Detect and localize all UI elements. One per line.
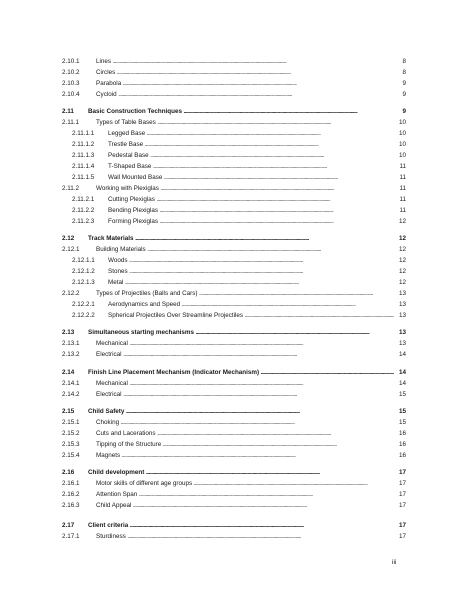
toc-entry-leader: [96, 532, 394, 541]
toc-entry-leader: [108, 173, 394, 182]
toc-entry-page: 12: [398, 246, 406, 253]
toc-entry-title: Aerodynamics and Speed: [108, 301, 181, 308]
toc-entry-leader: [108, 162, 394, 171]
toc-entry-page: 13: [398, 301, 406, 308]
toc-entry-number: 2.11.1.3: [72, 152, 95, 159]
toc-entry[interactable]: [72, 162, 406, 171]
toc-entry-leader: [88, 521, 394, 530]
toc-entry-title: Working with Plexiglas: [96, 185, 159, 192]
toc-entry-title: Circles: [96, 69, 116, 76]
toc-entry-leader: [96, 451, 394, 460]
toc-entry-page: 11: [399, 196, 406, 203]
toc-entry-title: Sturdiness: [96, 533, 126, 540]
toc-entry-title: Mechanical: [96, 340, 128, 347]
toc-entry-title: Spherical Projectiles Over Streamline Projectiles: [108, 312, 244, 319]
toc-entry-page: 8: [402, 58, 406, 65]
toc-entry[interactable]: [62, 440, 406, 449]
toc-entry-number: 2.10.3: [62, 80, 80, 87]
toc-entry-leader: [108, 256, 394, 265]
toc-entry-title: Woods: [108, 257, 128, 264]
toc-entry-number: 2.11.1.1: [72, 130, 95, 137]
toc-entry-title: Forming Plexiglas: [108, 218, 159, 225]
toc-entry[interactable]: [62, 118, 406, 127]
toc-entry[interactable]: [72, 267, 406, 276]
toc-entry-leader: [88, 234, 394, 243]
toc-entry-page: 12: [398, 268, 406, 275]
toc-entry-number: 2.10.1: [62, 58, 80, 65]
toc-entry-number: 2.17: [62, 522, 75, 529]
page-number: iii: [392, 559, 397, 566]
toc-entry-leader: [96, 429, 394, 438]
toc-entry-title: Bending Plexiglas: [108, 207, 159, 214]
toc-entry-title: Cuts and Lacerations: [96, 430, 156, 437]
toc-entry-leader: [96, 118, 394, 127]
toc-entry-page: 15: [398, 391, 406, 398]
toc-entry-number: 2.12.2: [62, 290, 80, 297]
toc-entry-leader: [108, 217, 394, 226]
toc-entry-title: Legged Base: [108, 130, 146, 137]
toc-entry[interactable]: [72, 173, 406, 182]
toc-entry-number: 2.12.2.2: [72, 312, 95, 319]
toc-entry-title: Parabola: [96, 80, 122, 87]
toc-entry-page: 17: [398, 502, 406, 509]
toc-entry-leader: [96, 479, 394, 488]
toc-entry-leader: [108, 206, 394, 215]
toc-entry-number: 2.15: [62, 408, 75, 415]
toc-entry-number: 2.11.1.4: [72, 163, 95, 170]
toc-entry-title: Cutting Plexiglas: [108, 196, 155, 203]
toc-entry-page: 17: [398, 480, 406, 487]
toc-entry-page: 11: [399, 174, 406, 181]
toc-entry-number: 2.13.2: [62, 351, 80, 358]
toc-entry-number: 2.13: [62, 329, 75, 336]
toc-entry[interactable]: [72, 129, 406, 138]
toc-entry[interactable]: [72, 140, 406, 149]
toc-entry-leader: [88, 407, 394, 416]
toc-entry-leader: [96, 418, 394, 427]
toc-entry-page: 9: [402, 108, 406, 115]
toc-entry-page: 9: [402, 91, 406, 98]
toc-entry-number: 2.15.1: [62, 419, 80, 426]
toc-entry[interactable]: [62, 532, 406, 541]
toc-entry-number: 2.10.2: [62, 69, 80, 76]
toc-entry-number: 2.15.4: [62, 452, 80, 459]
toc-entry[interactable]: [62, 339, 406, 348]
toc-entry-page: 15: [398, 419, 406, 426]
toc-entry[interactable]: [62, 490, 406, 499]
toc-entry-page: 15: [398, 408, 406, 415]
toc-entry-title: Attention Span: [96, 491, 138, 498]
toc-entry-number: 2.16.1: [62, 480, 80, 487]
toc-entry-page: 17: [398, 522, 406, 529]
toc-entry-title: Electrical: [96, 351, 122, 358]
toc-entry-leader: [96, 390, 394, 399]
toc-entry[interactable]: [62, 245, 406, 254]
toc-entry-title: Client criteria: [88, 522, 129, 529]
toc-entry-page: 10: [398, 141, 406, 148]
toc-entry-title: Metal: [108, 279, 124, 286]
toc-entry-number: 2.10.4: [62, 91, 80, 98]
toc-entry-leader: [96, 289, 394, 298]
toc-entry-page: 17: [398, 491, 406, 498]
toc-entry-leader: [96, 79, 394, 88]
toc-entry-leader: [96, 68, 394, 77]
toc-entry[interactable]: [62, 350, 406, 359]
toc-entry-leader: [88, 468, 394, 477]
toc-entry-number: 2.11.2.1: [72, 196, 95, 203]
toc-entry[interactable]: [62, 289, 406, 298]
toc-entry-leader: [108, 267, 394, 276]
toc-entry-page: 14: [398, 369, 406, 376]
toc-entry-page: 13: [398, 290, 406, 297]
toc-entry-title: Simultaneous starting mechanisms: [88, 329, 195, 336]
toc-entry-page: 14: [398, 380, 406, 387]
toc-entry-title: Choking: [96, 419, 120, 426]
toc-entry-title: Motor skills of different age groups: [96, 480, 193, 487]
toc-entry-page: 17: [398, 469, 406, 476]
toc-entry-title: Child development: [88, 469, 145, 476]
toc-entry-title: Magnets: [96, 452, 121, 459]
toc-entry-title: Pedestal Base: [108, 152, 149, 159]
toc-entry-title: Trestle Base: [108, 141, 144, 148]
toc-entry[interactable]: [72, 217, 406, 226]
toc-entry-page: 12: [398, 257, 406, 264]
toc-entry-page: 11: [399, 185, 406, 192]
toc-entry-page: 12: [398, 279, 406, 286]
toc-entry-title: Cycloid: [96, 91, 117, 98]
toc-entry[interactable]: [62, 328, 406, 337]
toc-entry-number: 2.11.1: [62, 119, 80, 126]
toc-entry-number: 2.16: [62, 469, 75, 476]
toc-entry-page: 12: [398, 235, 406, 242]
toc-entry[interactable]: [72, 300, 406, 309]
toc-entry-title: Track Materials: [88, 235, 134, 242]
toc-entry-leader: [108, 129, 394, 138]
toc-entry-leader: [96, 245, 394, 254]
toc-entry-title: Wall Mounted Base: [108, 174, 163, 181]
toc-entry-page: 10: [398, 119, 406, 126]
toc-entry[interactable]: [62, 429, 406, 438]
toc-entry-page: 14: [398, 351, 406, 358]
toc-entry-number: 2.12: [62, 235, 75, 242]
toc-entry-number: 2.11.2.2: [72, 207, 95, 214]
toc-entry-leader: [108, 278, 394, 287]
toc-entry[interactable]: [72, 256, 406, 265]
toc-entry[interactable]: [72, 311, 406, 320]
toc-entry-page: 13: [398, 340, 406, 347]
toc-entry-leader: [96, 57, 394, 66]
toc-entry-title: Electrical: [96, 391, 122, 398]
toc-entry-page: 13: [398, 312, 406, 319]
toc-entry-number: 2.14.1: [62, 380, 80, 387]
toc-entry-leader: [96, 490, 394, 499]
toc-entry-page: 9: [402, 80, 406, 87]
toc-entry[interactable]: [62, 379, 406, 388]
toc-entry-leader: [96, 440, 394, 449]
toc-entry-leader: [108, 195, 394, 204]
toc-entry-number: 2.15.2: [62, 430, 80, 437]
toc-entry-number: 2.11: [62, 108, 74, 115]
toc-entry[interactable]: [72, 278, 406, 287]
toc-entry[interactable]: [72, 151, 406, 160]
toc-entry-title: Finish Line Placement Mechanism (Indicator Mechanism): [88, 369, 260, 376]
toc-entry-title: Basic Construction Techniques: [88, 108, 183, 115]
toc-entry-page: 11: [399, 163, 406, 170]
toc-entry[interactable]: [62, 107, 406, 116]
toc-entry-number: 2.11.2.3: [72, 218, 95, 225]
toc-entry[interactable]: [62, 390, 406, 399]
toc-entry-title: Stones: [108, 268, 128, 275]
toc-entry-title: Lines: [96, 58, 112, 65]
toc-entry-leader: [96, 90, 394, 99]
toc-entry-number: 2.11.2: [62, 185, 80, 192]
toc-entry-number: 2.12.1.1: [72, 257, 95, 264]
toc-entry-number: 2.11.1.2: [72, 141, 95, 148]
toc-entry[interactable]: [62, 521, 406, 530]
toc-entry-page: 11: [399, 207, 406, 214]
toc-entry-number: 2.12.1.2: [72, 268, 95, 275]
toc-entry[interactable]: [62, 501, 406, 510]
toc-entry[interactable]: [72, 195, 406, 204]
toc-entry-title: Child Appeal: [96, 502, 132, 509]
toc-entry-title: T-Shaped Base: [108, 163, 152, 170]
toc-entry-title: Building Materials: [96, 246, 146, 253]
toc-entry-leader: [88, 107, 394, 116]
toc-entry-page: 12: [398, 218, 406, 225]
toc-entry[interactable]: [62, 184, 406, 193]
toc-entry-number: 2.14: [62, 369, 75, 376]
toc-entry-leader: [96, 350, 394, 359]
toc-entry-leader: [96, 339, 394, 348]
toc-entry-title: Tipping of the Structure: [96, 441, 162, 448]
toc-entry[interactable]: [62, 407, 406, 416]
toc-entry[interactable]: [62, 79, 406, 88]
toc-entry[interactable]: [72, 206, 406, 215]
toc-entry-number: 2.12.2.1: [72, 301, 95, 308]
toc-entry[interactable]: [62, 234, 406, 243]
toc-entry-title: Mechanical: [96, 380, 128, 387]
toc-entry-number: 2.16.2: [62, 491, 80, 498]
toc-entry-leader: [88, 368, 394, 377]
toc-entry-page: 8: [402, 69, 406, 76]
toc-entry-number: 2.15.3: [62, 441, 80, 448]
toc-entry-number: 2.13.1: [62, 340, 80, 347]
toc-entry-leader: [88, 328, 394, 337]
toc-entry[interactable]: [62, 418, 406, 427]
toc-entry-page: 16: [398, 441, 406, 448]
toc-entry-number: 2.16.3: [62, 502, 80, 509]
toc-entry-page: 10: [398, 152, 406, 159]
toc-entry[interactable]: [62, 57, 406, 66]
toc-entry-leader: [96, 184, 394, 193]
toc-entry-title: Types of Table Bases: [96, 119, 156, 126]
toc-entry[interactable]: [62, 479, 406, 488]
toc-entry[interactable]: [62, 68, 406, 77]
toc-entry-title: Types of Projectiles (Balls and Cars): [96, 290, 198, 297]
toc-entry-leader: [108, 311, 394, 320]
toc-entry[interactable]: [62, 368, 406, 377]
toc-entry-leader: [96, 379, 394, 388]
toc-entry-title: Child Safety: [88, 408, 125, 415]
toc-entry-number: 2.12.1: [62, 246, 80, 253]
toc-entry[interactable]: [62, 468, 406, 477]
toc-entry-page: 16: [398, 430, 406, 437]
toc-entry-leader: [96, 501, 394, 510]
toc-entry-leader: [108, 140, 394, 149]
toc-entry-leader: [108, 151, 394, 160]
toc-entry-number: 2.11.1.5: [72, 174, 95, 181]
toc-entry-number: 2.12.1.3: [72, 279, 95, 286]
toc-entry[interactable]: [62, 90, 406, 99]
toc-entry-number: 2.14.2: [62, 391, 80, 398]
toc-entry-page: 10: [398, 130, 406, 137]
toc-entry-number: 2.17.1: [62, 533, 80, 540]
toc-entry-page: 17: [398, 533, 406, 540]
toc-entry-page: 16: [398, 452, 406, 459]
toc-entry-page: 13: [398, 329, 406, 336]
toc-entry[interactable]: [62, 451, 406, 460]
toc-entry-leader: [108, 300, 394, 309]
